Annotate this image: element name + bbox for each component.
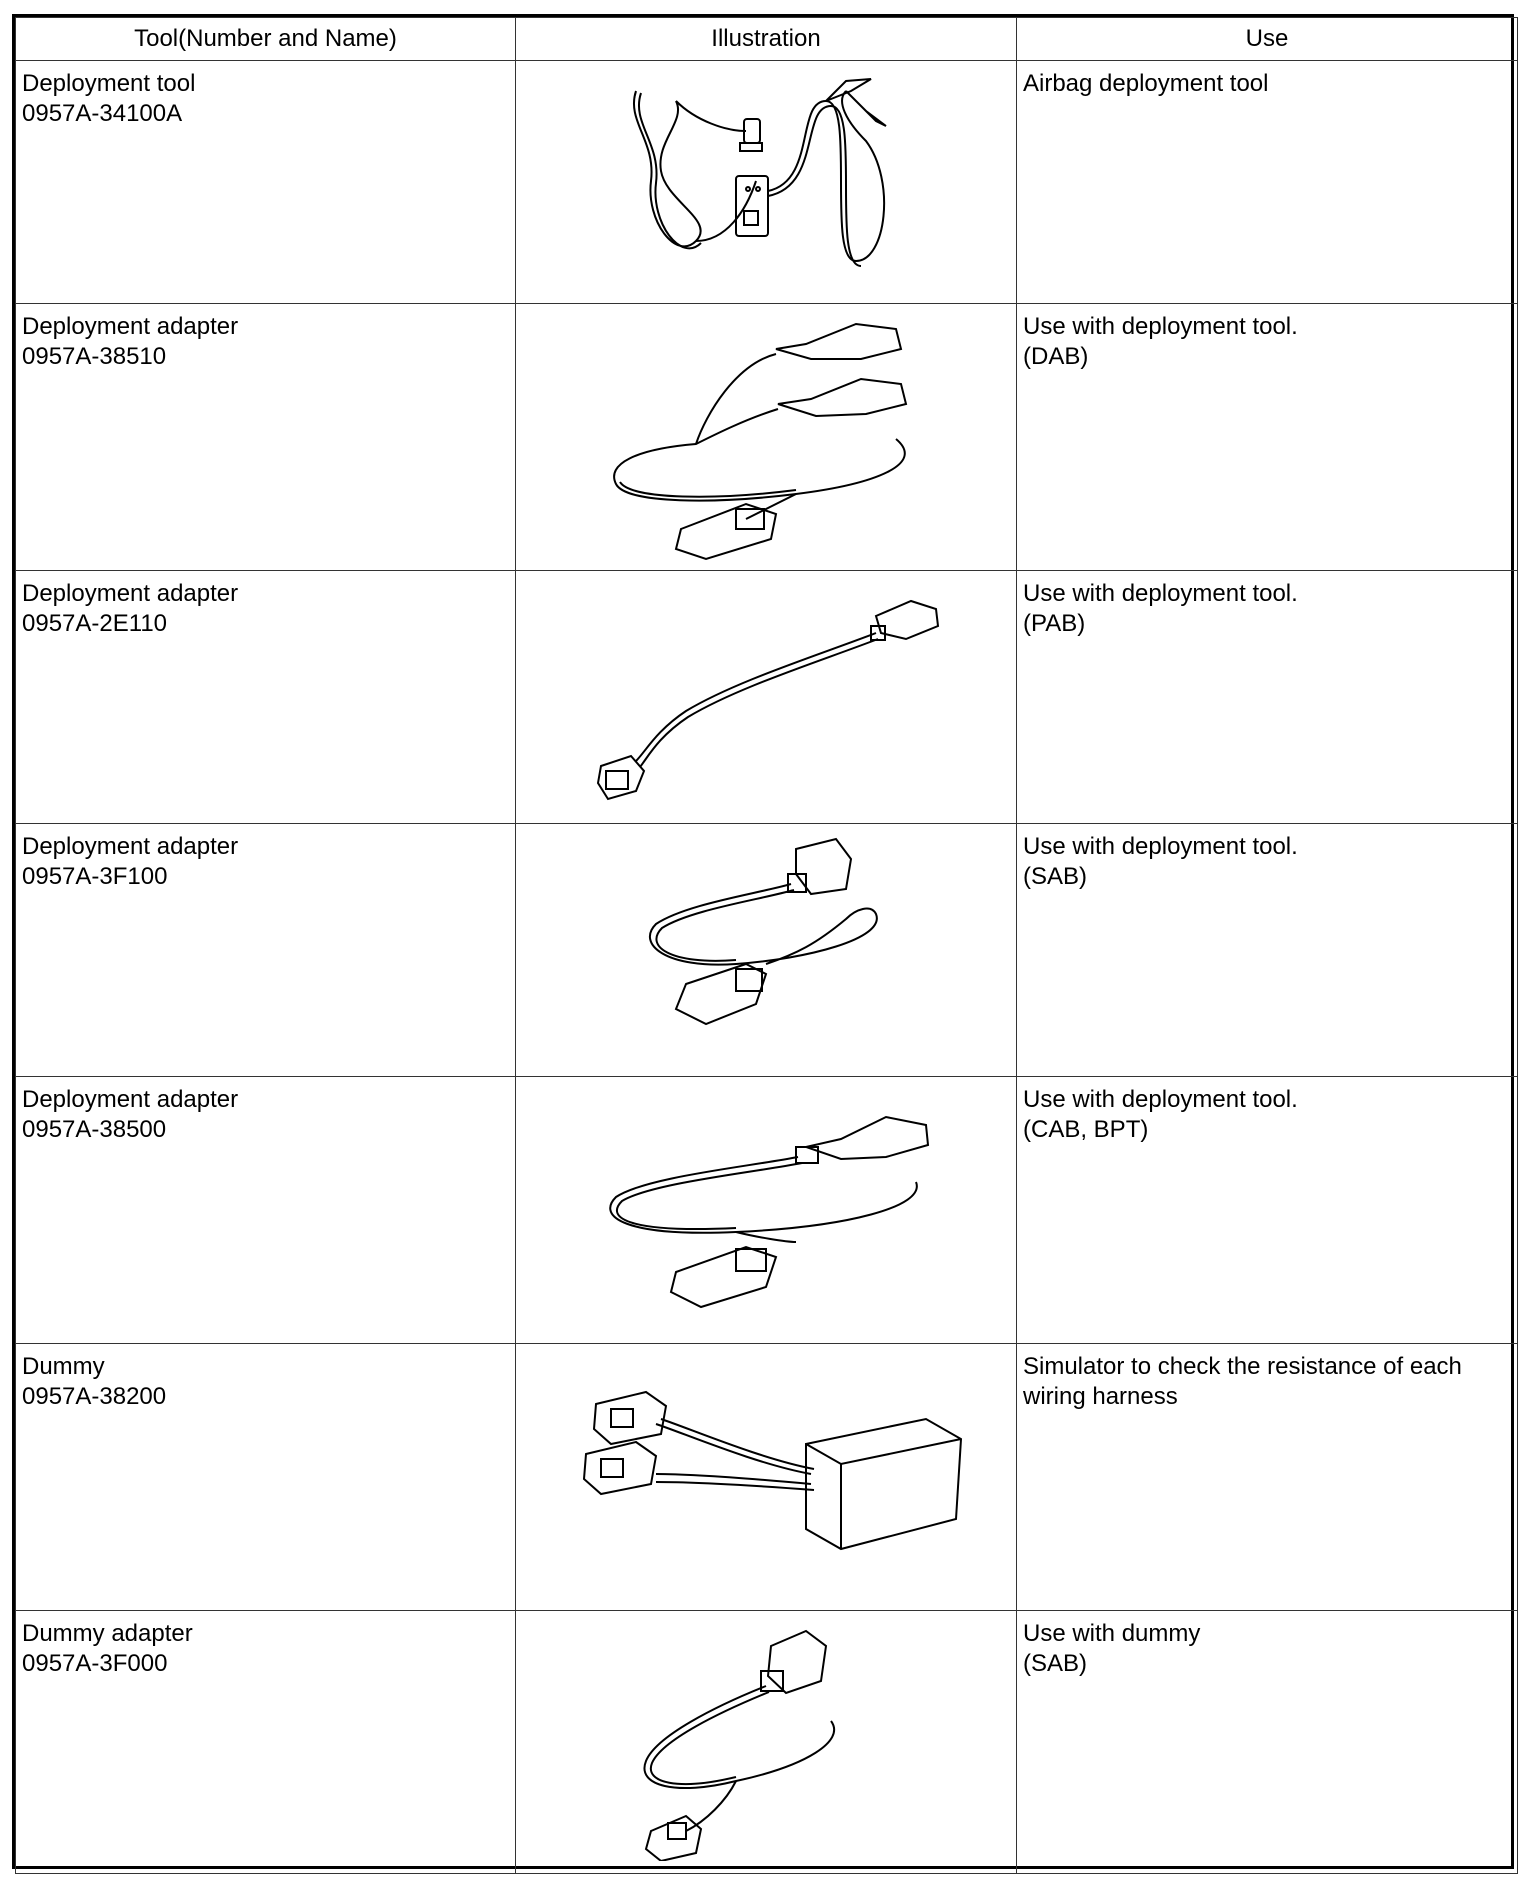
use-cell: [1017, 824, 1518, 1077]
table-row: [16, 824, 1518, 1077]
deployment-tool-illustration: [616, 61, 916, 301]
use-text-line2: (DAB): [1023, 343, 1089, 370]
tool-cell: [16, 1344, 516, 1611]
table-row: [16, 61, 1518, 304]
dummy-illustration: [556, 1344, 976, 1584]
tool-cell: [16, 304, 516, 571]
use-cell: [1017, 1611, 1518, 1874]
illustration-cell: [516, 571, 1017, 824]
tool-number: 0957A-38510: [22, 343, 167, 370]
use-cell: [1017, 61, 1518, 304]
illustration-cell: [516, 1077, 1017, 1344]
header-tool: Tool(Number and Name): [16, 18, 516, 61]
tool-name: Deployment adapter: [22, 833, 239, 860]
use-cell: [1017, 1077, 1518, 1344]
table-row: [16, 304, 1518, 571]
use-text-line2: (PAB): [1023, 610, 1086, 637]
use-text-line1: Use with deployment tool.: [1023, 833, 1298, 860]
use-cell: [1017, 304, 1518, 571]
deployment-adapter-pab-illustration: [576, 571, 956, 811]
use-text-line1: Use with deployment tool.: [1023, 313, 1298, 340]
tool-name: Dummy: [22, 1353, 105, 1380]
tool-name: Deployment adapter: [22, 313, 239, 340]
illustration-cell: [516, 1611, 1017, 1874]
dummy-adapter-illustration: [616, 1611, 916, 1861]
use-cell: [1017, 1344, 1518, 1611]
use-text-line2: (SAB): [1023, 1650, 1088, 1677]
use-text-line1: Use with dummy: [1023, 1620, 1201, 1647]
table-row: [16, 1344, 1518, 1611]
tool-cell: [16, 1611, 516, 1874]
use-text-line2: wiring harness: [1023, 1383, 1178, 1410]
tool-cell: [16, 571, 516, 824]
tool-number: 0957A-38200: [22, 1383, 167, 1410]
tool-name: Dummy adapter: [22, 1620, 193, 1647]
use-text-line2: (SAB): [1023, 863, 1088, 890]
use-cell: [1017, 571, 1518, 824]
tool-name: Deployment adapter: [22, 580, 239, 607]
use-text-line1: Airbag deployment tool: [1023, 70, 1269, 97]
tool-number: 0957A-34100A: [22, 100, 183, 127]
special-tools-table-frame: [12, 14, 1514, 1869]
tool-number: 0957A-2E110: [22, 610, 168, 637]
tool-cell: [16, 1077, 516, 1344]
tool-number: 0957A-3F000: [22, 1650, 168, 1677]
use-text-line2: (CAB, BPT): [1023, 1116, 1149, 1143]
deployment-adapter-sab-illustration: [616, 824, 916, 1074]
tool-cell: [16, 824, 516, 1077]
illustration-cell: [516, 1344, 1017, 1611]
use-text-line1: Simulator to check the resistance of each: [1023, 1353, 1462, 1380]
table-row: [16, 1611, 1518, 1874]
illustration-cell: [516, 824, 1017, 1077]
tool-number: 0957A-38500: [22, 1116, 167, 1143]
illustration-cell: [516, 61, 1017, 304]
tool-cell: [16, 61, 516, 304]
table-row: [16, 571, 1518, 824]
header-row: [16, 18, 1518, 61]
deployment-adapter-cab-illustration: [586, 1077, 946, 1337]
use-text-line1: Use with deployment tool.: [1023, 580, 1298, 607]
use-text-line1: Use with deployment tool.: [1023, 1086, 1298, 1113]
header-use: Use: [1017, 18, 1518, 61]
tool-name: Deployment tool: [22, 70, 196, 97]
table-row: [16, 1077, 1518, 1344]
tool-number: 0957A-3F100: [22, 863, 168, 890]
special-tools-table: [15, 17, 1518, 1874]
illustration-cell: [516, 304, 1017, 571]
tool-name: Deployment adapter: [22, 1086, 239, 1113]
header-illustration: Illustration: [516, 18, 1017, 61]
deployment-adapter-dab-illustration: [596, 304, 936, 564]
